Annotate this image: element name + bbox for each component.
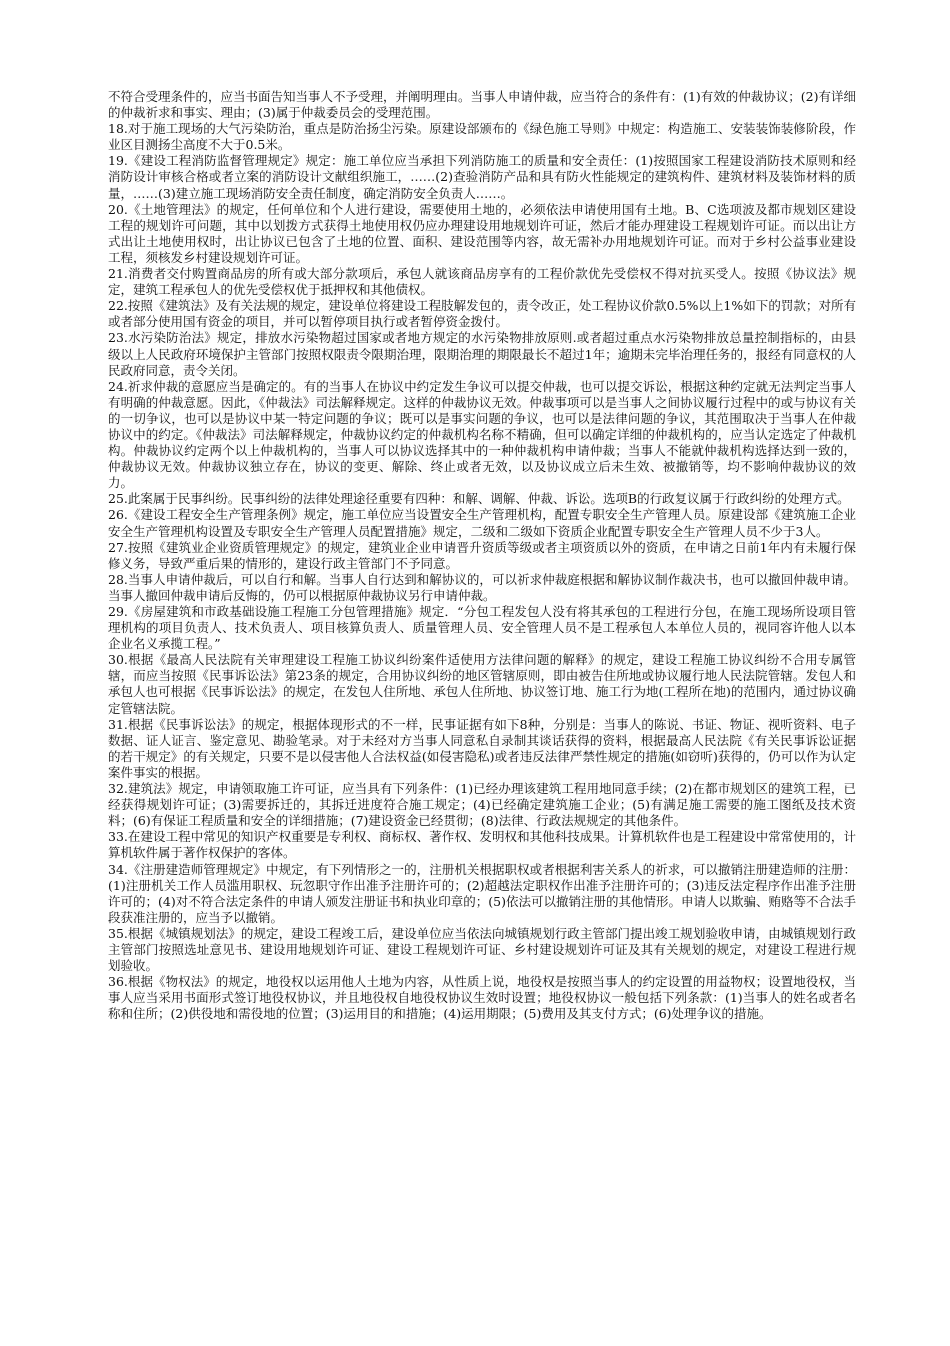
paragraph-24: 24.祈求仲裁的意愿应当是确定的。有的当事人在协议中约定发生争议可以提交仲裁，也可以提交诉讼，根据这种约定就无法判定当事人有明确的仲裁意愿。因此，《仲裁法》司法解释规定。这样的仲裁协议无效。仲裁事项可以是当事人之间协议履行过程中的或与协议有关的一切争议，也可以是协议中某一特定问题的争议；既可以是事实问题的争议，也可以是法律问题的争议，其范围取决于当事人在仲裁协议中的约定。《仲裁法》司法解释规定，仲裁协议约定的仲裁机构名称不精确，但可以确定详细的仲裁机构的，应当认定选定了仲裁机构。仲裁协议约定两个以上仲裁机构的，当事人可以协议选择其中的一种仲裁机构申请仲裁；当事人不能就仲裁机构选择达到一致的，仲裁协议无效。仲裁协议独立存在，协议的变更、解除、终止或者无效，以及协议成立后未生效、被撤销等，均不影响仲裁协议的效力。 bbox=[108, 378, 856, 491]
paragraph-31: 31.根据《民事诉讼法》的规定，根据体现形式的不一样，民事证据有如下8种，分别是：当事人的陈说、书证、物证、视听资料、电子数据、证人证言、鉴定意见、勘验笔录。对于未经对方当事人同意私自录制其谈话获得的资料，根据最高人民法院《有关民事诉讼证据的若干规定》的有关规定，只要不是以侵害他人合法权益(如侵害隐私)或者违反法律严禁性规定的措施(如窃听)获得的，仍可以作为认定案件事实的根据。 bbox=[108, 716, 856, 780]
paragraph-34: 34.《注册建造师管理规定》中规定，有下列情形之一的，注册机关根据职权或者根据利害关系人的祈求，可以撤销注册建造师的注册：(1)注册机关工作人员滥用职权、玩忽职守作出准予注册许可的；(2)超越法定职权作出准予注册许可的；(3)违反法定程序作出准予注册许可的；(4)对不符合法定条件的申请人颁发注册证书和执业印章的；(5)依法可以撤销注册的其他情形。申请人以欺骗、贿赂等不合法手段获准注册的，应当予以撤销。 bbox=[108, 861, 856, 925]
paragraph-27: 27.按照《建筑业企业资质管理规定》的规定，建筑业企业申请晋升资质等级或者主项资质以外的资质，在申请之日前1年内有未履行保修义务，导致严重后果的情形的，建设行政主管部门不予同意。 bbox=[108, 539, 856, 571]
paragraph-28: 28.当事人申请仲裁后，可以自行和解。当事人自行达到和解协议的，可以祈求仲裁庭根据和解协议制作裁决书，也可以撤回仲裁申请。当事人撤回仲裁申请后反悔的，仍可以根据原仲裁协议另行申请仲裁。 bbox=[108, 571, 856, 603]
paragraph-21: 21.消费者交付购置商品房的所有或大部分款项后，承包人就该商品房享有的工程价款优先受偿权不得对抗买受人。按照《协议法》规定，建筑工程承包人的优先受偿权优于抵押权和其他债权。 bbox=[108, 266, 856, 298]
paragraph-20: 20.《土地管理法》的规定，任何单位和个人进行建设，需要使用土地的，必须依法申请使用国有土地。B、C选项波及都市规划区建设工程的规划许可问题，其中以划拨方式获得土地使用权仍应办理建设用地规划许可证，然后才能办理建设工程规划许可证。而以出让方式出让土地使用权时，出让协议已包含了土地的位置、面积、建设范围等内容，故无需补办用地规划许可证。而对于乡村公益事业建设工程，须核发乡村建设规划许可证。 bbox=[108, 201, 856, 265]
paragraph-22: 22.按照《建筑法》及有关法规的规定，建设单位将建设工程肢解发包的，责令改正，处工程协议价款0.5%以上1%如下的罚款；对所有或者部分使用国有资金的项目，并可以暂停项目执行或者暂停资金拨付。 bbox=[108, 298, 856, 330]
paragraph-30: 30.根据《最高人民法院有关审理建设工程施工协议纠纷案件适使用方法律问题的解释》的规定，建设工程施工协议纠纷不合用专属管辖，而应当按照《民事诉讼法》第23条的规定，合用协议纠纷的地区管辖原则，即由被告住所地或协议履行地人民法院管辖。发包人和承包人也可根据《民事诉讼法》的规定，在发包人住所地、承包人住所地、协议签订地、施工行为地(工程所在地)的范围内，通过协议确定管辖法院。 bbox=[108, 652, 856, 716]
paragraph-19: 19.《建设工程消防监督管理规定》规定：施工单位应当承担下列消防施工的质量和安全责任：(1)按照国家工程建设消防技术原则和经消防设计审核合格或者立案的消防设计文献组织施工，……(2)查验消防产品和具有防火性能规定的建筑构件、建筑材料及装饰材料的质量，……(3)建立施工现场消防安全责任制度，确定消防安全负责人……。 bbox=[108, 153, 856, 201]
paragraph-23: 23.水污染防治法》规定，排放水污染物超过国家或者地方规定的水污染物排放原则.或者超过重点水污染物排放总量控制指标的，由县级以上人民政府环境保护主管部门按照权限责令限期治理，限期治理的期限最长不超过1年；逾期未完毕治理任务的，报经有同意权的人民政府同意，责令关闭。 bbox=[108, 330, 856, 378]
paragraph-32: 32.建筑法》规定，申请领取施工许可证，应当具有下列条件：(1)已经办理该建筑工程用地同意手续；(2)在都市规划区的建筑工程，已经获得规划许可证；(3)需要拆迁的，其拆迁进度符合施工规定；(4)已经确定建筑施工企业；(5)有满足施工需要的施工图纸及技术资料；(6)有保证工程质量和安全的详细措施；(7)建设资金已经贯彻；(8)法律、行政法规规定的其他条件。 bbox=[108, 781, 856, 829]
paragraph-29: 29.《房屋建筑和市政基础设施工程施工分包管理措施》规定．“分包工程发包人没有将其承包的工程进行分包，在施工现场所设项目管理机构的项目负责人、技术负责人、项目核算负责人、质量管理人员、安全管理人员不是工程承包人本单位人员的，视同容许他人以本企业名义承揽工程。” bbox=[108, 604, 856, 652]
paragraph-35: 35.根据《城镇规划法》的规定，建设工程竣工后，建设单位应当依法向城镇规划行政主管部门提出竣工规划验收申请，由城镇规划行政主管部门按照选址意见书、建设用地规划许可证、建设工程规划许可证、乡村建设规划许可证及其有关规划的规定，对建设工程进行规划验收。 bbox=[108, 925, 856, 974]
document-body bbox=[108, 89, 856, 1022]
paragraph-26: 26.《建设工程安全生产管理条例》规定，施工单位应当设置安全生产管理机构，配置专职安全生产管理人员。原建设部《建筑施工企业安全生产管理机构设置及专职安全生产管理人员配置措施》规定，二级和二级如下资质企业配置专职安全生产管理人员不少于3人。 bbox=[108, 507, 856, 539]
paragraph-36: 36.根据《物权法》的规定，地役权以运用他人土地为内容，从性质上说，地役权是按照当事人的约定设置的用益物权；设置地役权，当事人应当采用书面形式签订地役权协议，并且地役权自地役权协议生效时设置；地役权协议一般包括下列条款：(1)当事人的姓名或者名称和住所；(2)供役地和需役地的位置；(3)运用目的和措施；(4)运用期限；(5)费用及其支付方式；(6)处理争议的措施。 bbox=[108, 974, 856, 1022]
paragraph-33: 33.在建设工程中常见的知识产权重要是专利权、商标权、著作权、发明权和其他科技成果。计算机软件也是工程建设中常常使用的，计算机软件属于著作权保护的客体。 bbox=[108, 829, 856, 861]
paragraph-18: 18.对于施工现场的大气污染防治，重点是防治扬尘污染。原建设部颁布的《绿色施工导则》中规定：构造施工、安装装饰装修阶段，作业区目测扬尘高度不大于0.5米。 bbox=[108, 121, 856, 153]
paragraph-25: 25.此案属于民事纠纷。民事纠纷的法律处理途径重要有四种：和解、调解、仲裁、诉讼。选项B的行政复议属于行政纠纷的处理方式。 bbox=[108, 491, 850, 507]
paragraph-continuation: 不符合受理条件的，应当书面告知当事人不予受理，并阐明理由。当事人申请仲裁，应当符合的条件有：(1)有效的仲裁协议；(2)有详细的仲裁祈求和事实、理由；(3)属于仲裁委员会的受理范围。 bbox=[108, 89, 856, 121]
